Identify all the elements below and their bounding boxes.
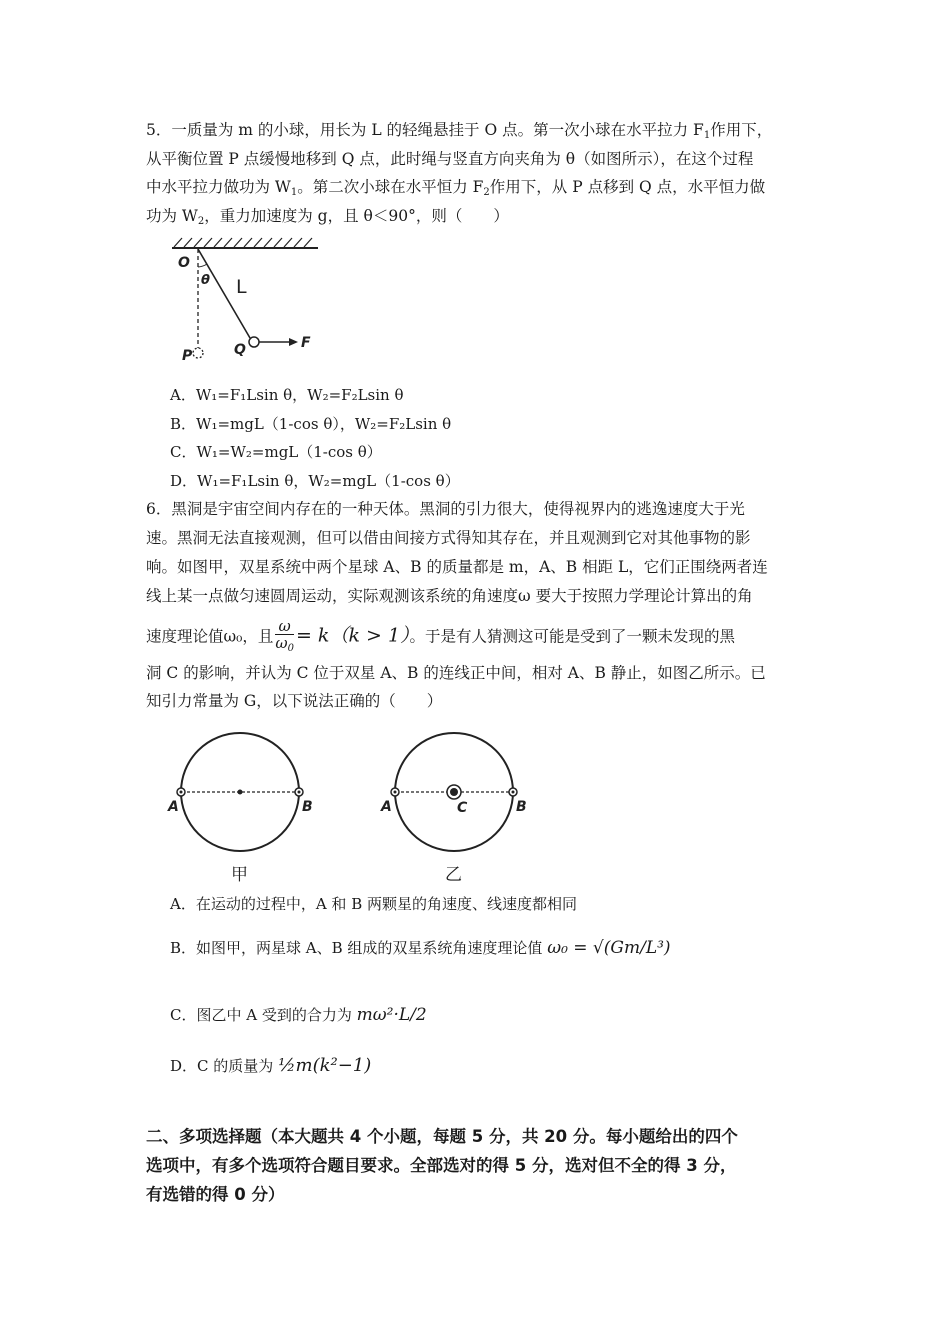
ball-q: [249, 337, 259, 347]
q6-line-5: 速度理论值ω₀，且 $\frac{\omega}{\omega_0}$ = k（k > 1）。于是有人猜测这可能是受到了一颗未发现的黑: [146, 617, 736, 654]
center-dot-jia: [238, 790, 243, 795]
q5-option-c[interactable]: C．W₁=W₂=mgL（1-cos θ）: [170, 443, 382, 461]
caption-jia: 甲: [231, 865, 248, 885]
q6-line-6: 洞 C 的影响，并认为 C 位于双星 A、B 的连线正中间，相对 A、B 静止，如图乙所示。已: [146, 664, 766, 682]
binary-star-figure: [160, 720, 540, 890]
pendulum-figure: [168, 234, 328, 369]
q5-line-2: 从平衡位置 P 点缓慢地移到 Q 点，此时绳与竖直方向夹角为 θ（如图所示），在这个过程: [146, 150, 754, 168]
label-o: O: [178, 255, 190, 271]
label-a-yi: A: [381, 799, 392, 815]
q6-option-a[interactable]: A．在运动的过程中，A 和 B 两颗星的角速度、线速度都相同: [170, 895, 577, 913]
label-p: P: [182, 348, 193, 364]
caption-yi: 乙: [445, 865, 462, 885]
formula-mass: ½m(k²−1): [278, 1055, 372, 1076]
q6-option-c[interactable]: C．图乙中 A 受到的合力为 mω²·L/2: [170, 1005, 427, 1025]
formula-force: mω²·L/2: [356, 1005, 427, 1025]
section2-line-1: 二、多项选择题（本大题共 4 个小题，每题 5 分，共 20 分。每小题给出的四个: [146, 1127, 738, 1146]
formula-omega0: ω₀ = √(Gm/L³): [547, 938, 671, 958]
q6-line-1: 6．黑洞是宇宙空间内存在的一种天体。黑洞的引力很大，使得视界内的逃逸速度大于光: [146, 500, 745, 518]
label-q: Q: [234, 342, 246, 358]
q6-option-d[interactable]: D．C 的质量为 ½m(k²−1): [170, 1055, 372, 1076]
section2-line-2: 选项中，有多个选项符合题目要求。全部选对的得 5 分，选对但不全的得 3 分，: [146, 1156, 737, 1175]
section2-line-3: 有选错的得 0 分）: [146, 1185, 285, 1204]
q5-line-3: 中水平拉力做功为 $W_1$。第二次小球在水平恒力 $F_2$作用下，从 P 点移到 Q 点，水平恒力做: [146, 178, 766, 198]
q6-option-b[interactable]: B．如图甲，两星球 A、B 组成的双星系统角速度理论值 ω₀ = √(Gm/L³): [170, 938, 671, 958]
q6-line-3: 响。如图甲，双星系统中两个星球 A、B 的质量都是 m，A、B 相距 L，它们正围绕两者连: [146, 558, 768, 576]
q5-option-a[interactable]: A．W₁=F₁Lsin θ，W₂=F₂Lsin θ: [170, 386, 404, 404]
q5-option-b[interactable]: B．W₁=mgL（1-cos θ），W₂=F₂Lsin θ: [170, 415, 452, 433]
angle-arc: [198, 264, 207, 267]
ball-p: [193, 348, 203, 358]
q6-line-4: 线上某一点做匀速圆周运动，实际观测该系统的角速度ω 要大于按照力学理论计算出的角: [146, 587, 753, 605]
label-f: F: [301, 335, 311, 351]
q6-line-2: 速。黑洞无法直接观测，但可以借由间接方式得知其存在，并且观测到它对其他事物的影: [146, 529, 751, 547]
label-theta: θ: [201, 273, 210, 288]
q5-line-4: 功为 $W_2$，重力加速度为 g，且 θ＜90°，则（ ）: [146, 207, 509, 227]
label-l: L: [236, 276, 247, 298]
q5-line-1: 5．一质量为 m 的小球，用长为 L 的轻绳悬挂于 O 点。第一次小球在水平拉力 $F_1$作用下，: [146, 121, 773, 141]
label-c-yi: C: [457, 800, 468, 816]
label-b-yi: B: [516, 799, 527, 815]
q6-line-7: 知引力常量为 G，以下说法正确的（ ）: [146, 692, 443, 710]
label-b-jia: B: [302, 799, 313, 815]
formula-k: = k（k > 1）: [295, 624, 410, 647]
q5-option-d[interactable]: D．W₁=F₁Lsin θ，W₂=mgL（1-cos θ）: [170, 472, 460, 490]
label-a-jia: A: [168, 799, 179, 815]
